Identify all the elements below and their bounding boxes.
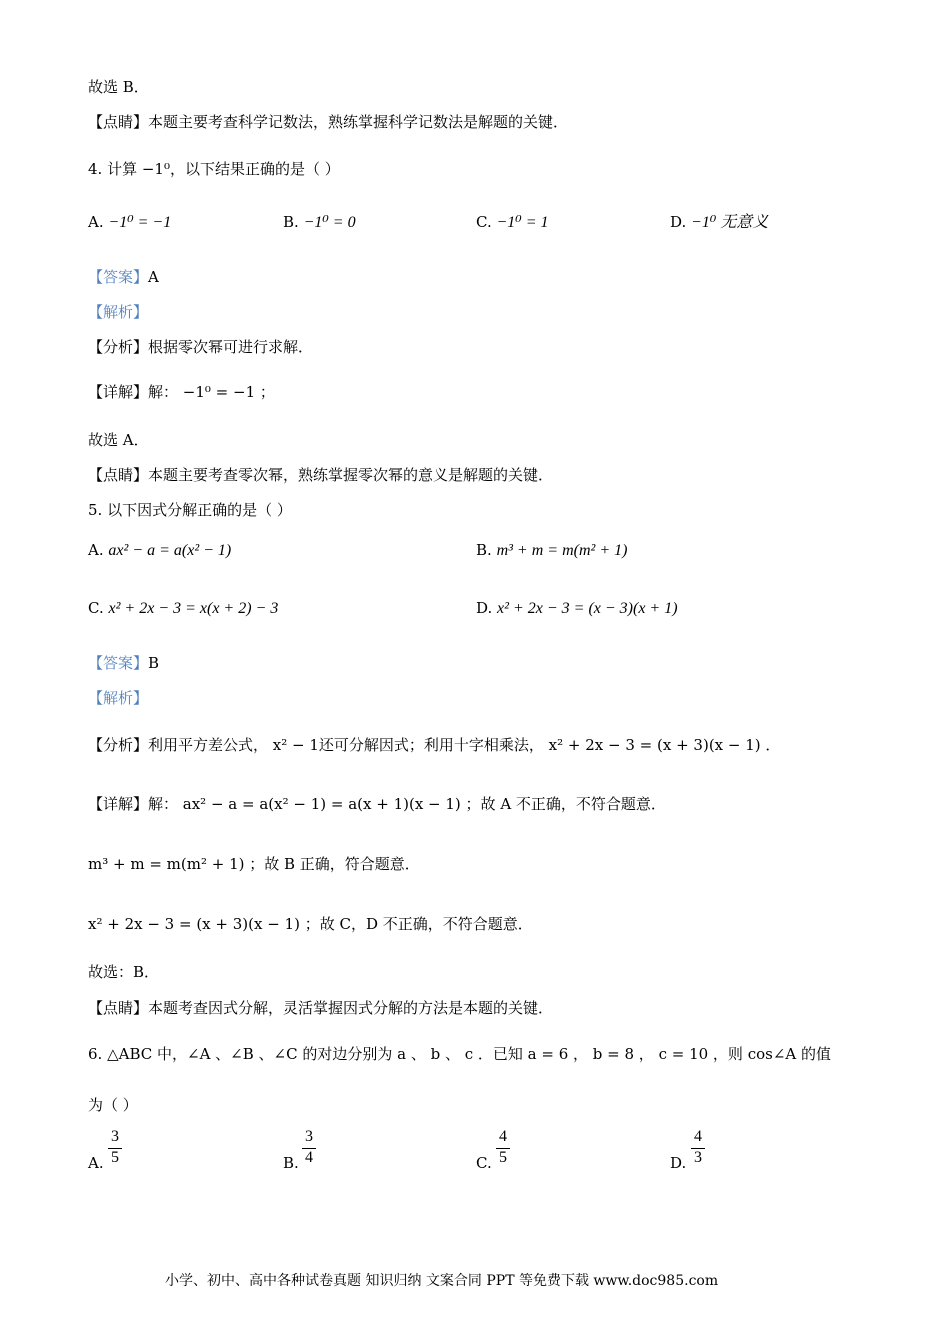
- q5-detail: [88, 794, 666, 814]
- numerator: 4: [694, 1128, 702, 1145]
- option-expr: m³ + m = m(m² + 1): [496, 542, 628, 559]
- q5-analysis-label: 【解析】: [88, 689, 149, 707]
- denominator: 3: [694, 1149, 702, 1166]
- q5-option-b: [476, 540, 627, 561]
- q6-option-c-letter: C.: [476, 1154, 492, 1172]
- option-expr: −1⁰ = 0: [303, 214, 356, 231]
- q4-choose: 故选 A．: [88, 431, 149, 449]
- q6-option-a-fraction: [108, 1128, 122, 1169]
- q5-option-d: [476, 598, 678, 619]
- note-text: 本题考查因式分解，灵活掌握因式分解的方法是本题的关键．: [148, 999, 554, 1017]
- note-label: 【点睛】: [88, 466, 149, 484]
- answer-value: B: [148, 654, 160, 672]
- numerator: 3: [111, 1128, 119, 1145]
- q4-option-b: [283, 212, 356, 233]
- note-text: 本题主要考查零次幂，熟练掌握零次幂的意义是解题的关键．: [148, 466, 554, 484]
- detail-text: 解： ax² − a = a(x² − 1) = a(x + 1)(x − 1) ；故 A 不正确，不符合题意．: [148, 795, 666, 813]
- answer-value: A: [148, 268, 159, 286]
- numerator: 3: [305, 1128, 313, 1145]
- q4-detail: [88, 382, 275, 402]
- q5-fenxi: [88, 735, 780, 755]
- note-label: 【点睛】: [88, 113, 149, 131]
- q6-stem-line1: 6. △ABC 中，∠A 、∠B 、∠C 的对边分别为 a 、 b 、 c ．已知 a = 6 ， b = 8 ， c = 10 ，则 cos∠A 的值: [88, 1045, 832, 1063]
- q4-analysis-label: 【解析】: [88, 303, 149, 321]
- q5-answer: [88, 653, 159, 673]
- denominator: 4: [305, 1149, 313, 1166]
- fenxi-text: 利用平方差公式， x² − 1还可分解因式；利用十字相乘法， x² + 2x − 3 = (x + 3)(x − 1) ．: [148, 736, 781, 754]
- q4-stem: 4. 计算 −1⁰，以下结果正确的是（ ）: [88, 160, 340, 178]
- q4-option-d: [670, 212, 768, 233]
- q6-option-d-fraction: [691, 1128, 705, 1169]
- page-footer: 小学、初中、高中各种试卷真题 知识归纳 文案合同 PPT 等免费下载 www.doc985.com: [165, 1273, 719, 1289]
- denominator: 5: [111, 1149, 119, 1166]
- prev-choose-line: 故选 B．: [88, 78, 149, 96]
- q4-fenxi: [88, 337, 313, 357]
- option-expr: x² + 2x − 3 = x(x + 2) − 3: [108, 600, 279, 617]
- fenxi-label: 【分析】: [88, 736, 149, 754]
- option-letter: C.: [88, 599, 104, 617]
- option-expr: x² + 2x − 3 = (x − 3)(x + 1): [497, 600, 678, 617]
- detail-label: 【详解】: [88, 383, 149, 401]
- option-letter: D.: [670, 213, 687, 231]
- q6-option-a-letter: A.: [88, 1154, 104, 1172]
- detail-label: 【详解】: [88, 795, 149, 813]
- q6-stem-line2: 为（ ）: [88, 1096, 138, 1114]
- fenxi-label: 【分析】: [88, 338, 149, 356]
- option-letter: C.: [476, 213, 492, 231]
- answer-label: 【答案】: [88, 654, 149, 672]
- option-expr: ax² − a = a(x² − 1): [108, 542, 232, 559]
- note-text: 本题主要考查科学记数法，熟练掌握科学记数法是解题的关键．: [148, 113, 569, 131]
- detail-text: 解： −1⁰ = −1 ；: [148, 383, 275, 401]
- q6-option-b-fraction: [302, 1128, 316, 1169]
- q5-stem: 5. 以下因式分解正确的是（ ）: [88, 501, 292, 519]
- numerator: 4: [499, 1128, 507, 1145]
- option-letter: A.: [88, 213, 104, 231]
- q6-option-d-letter: D.: [670, 1154, 687, 1172]
- option-letter: D.: [476, 599, 493, 617]
- option-letter: B.: [476, 541, 492, 559]
- fenxi-text: 根据零次幂可进行求解．: [148, 338, 314, 356]
- option-letter: B.: [283, 213, 299, 231]
- q6-option-c-fraction: [496, 1128, 510, 1169]
- denominator: 5: [499, 1149, 507, 1166]
- option-expr: −1⁰ = 1: [496, 214, 549, 231]
- q4-option-a: [88, 212, 171, 233]
- q4-option-c: [476, 212, 549, 233]
- q5-option-c: [88, 598, 278, 619]
- option-expr: −1⁰ = −1: [108, 214, 172, 231]
- q5-choose: 故选：B．: [88, 963, 160, 981]
- note-label: 【点睛】: [88, 999, 149, 1017]
- q5-detail-3: x² + 2x − 3 = (x + 3)(x − 1) ；故 C，D 不正确，不符合题意．: [88, 915, 533, 933]
- q5-note: [88, 998, 553, 1018]
- option-letter: A.: [88, 541, 104, 559]
- answer-label: 【答案】: [88, 268, 149, 286]
- prev-note-line: [88, 112, 568, 132]
- q4-note: [88, 465, 553, 485]
- q4-answer: [88, 267, 159, 287]
- option-expr: −1⁰ 无意义: [691, 214, 769, 231]
- q6-option-b-letter: B.: [283, 1154, 299, 1172]
- q5-detail-2: m³ + m = m(m² + 1) ；故 B 正确，符合题意．: [88, 855, 420, 873]
- q5-option-a: [88, 540, 231, 561]
